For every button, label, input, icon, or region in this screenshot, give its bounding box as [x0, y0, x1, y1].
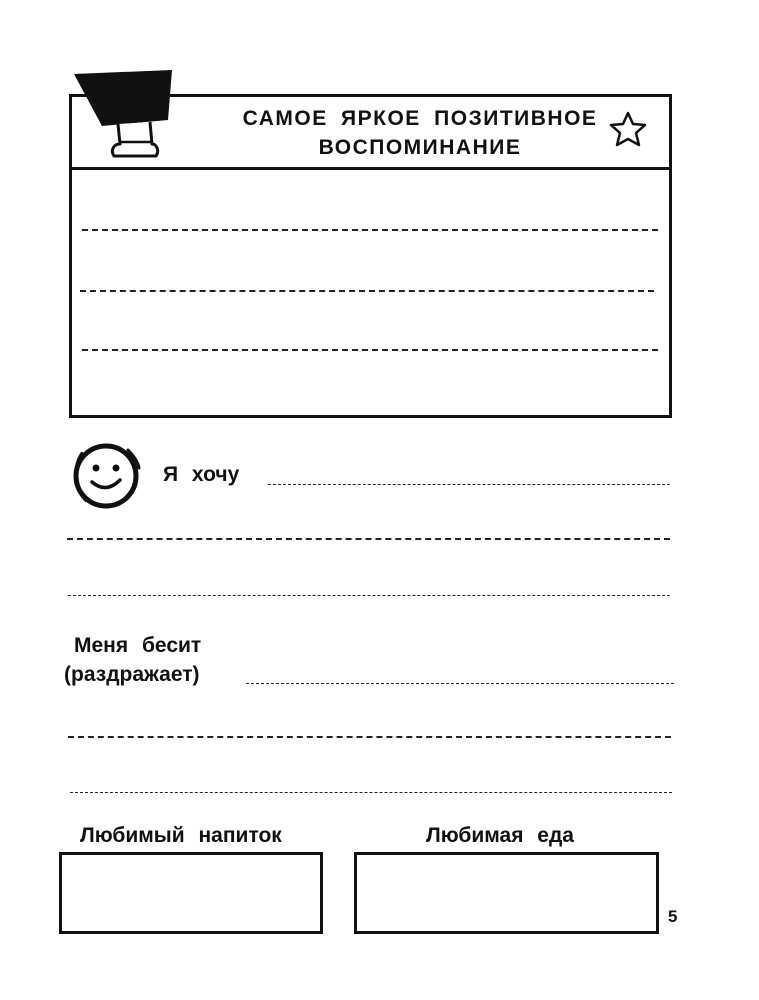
favorite-drink-label: Любимый напиток — [80, 824, 282, 847]
favorite-food-box[interactable] — [354, 852, 659, 934]
favorite-food-label: Любимая еда — [426, 824, 574, 847]
want-writing-line[interactable] — [268, 484, 670, 485]
memory-writing-line[interactable] — [82, 349, 658, 351]
annoy-writing-line[interactable] — [70, 792, 672, 793]
annoy-label-line-1: Меня бесит — [74, 634, 202, 657]
favorite-drink-box[interactable] — [59, 852, 323, 934]
want-label: Я хочу — [163, 463, 240, 486]
memory-writing-line[interactable] — [82, 229, 658, 231]
page-number: 5 — [668, 907, 678, 926]
annoy-writing-line[interactable] — [68, 736, 671, 738]
top-hat-icon — [72, 70, 176, 160]
memory-header-divider — [69, 167, 672, 170]
smiley-face-icon — [68, 438, 148, 514]
annoy-writing-line[interactable] — [246, 683, 674, 684]
memory-title — [230, 104, 610, 162]
memory-writing-line[interactable] — [80, 290, 654, 292]
memory-title-line-2: ВОСПОМИНАНИЕ — [318, 136, 522, 159]
want-writing-line[interactable] — [68, 595, 670, 596]
memory-title-line-1: САМОЕ ЯРКОЕ ПОЗИТИВНОЕ — [242, 107, 598, 130]
annoy-label-line-2: (раздражает) — [64, 663, 200, 686]
star-icon — [608, 110, 648, 148]
want-writing-line[interactable] — [67, 538, 670, 540]
